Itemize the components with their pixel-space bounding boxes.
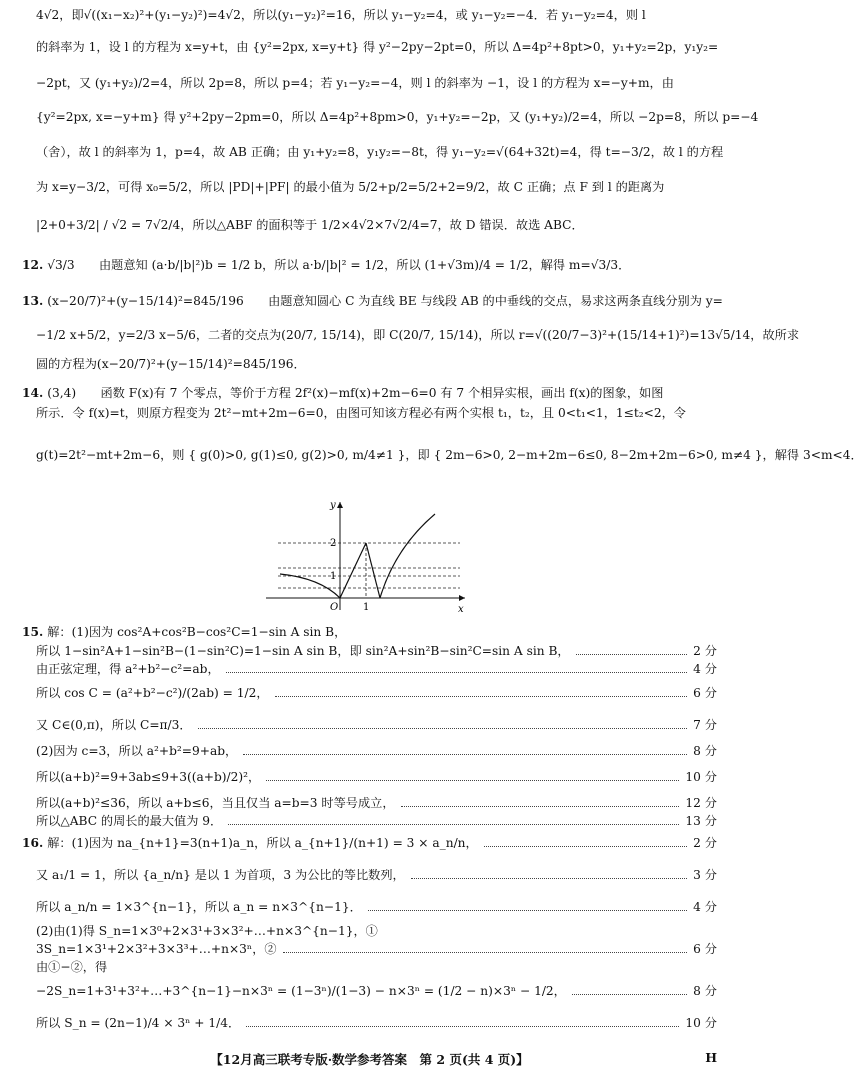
version-mark: H [705,1050,717,1065]
origin-label: O [330,602,339,613]
score: 6 分 [693,686,717,700]
p14-line: (3,4) 函数 F(x)有 7 个零点，等价于方程 2f²(x)−mf(x)+2m−6=0 有 7 个相异实根，画出 f(x)的图象，如图 [47,386,664,400]
p15-row [36,644,717,659]
p16-text: (2)由(1)得 S_n=1×3⁰+2×3¹+3×3²+…+n×3^{n−1}，① [36,924,378,938]
p13-line: 圆的方程为(x−20/7)²+(y−15/14)²=845/196． [36,357,306,371]
p16-text: 3S_n=1×3¹+2×3²+3×3³+…+n×3ⁿ，② [36,942,277,956]
p15-text: 所以△ABC 的周长的最大值为 9． [36,814,223,828]
p15-text: 由正弦定理，得 a²+b²−c²=ab， [36,662,220,676]
p16-row [36,924,717,939]
problem-number: 16. [22,836,44,850]
p15-text: 所以(a+b)²≤36，所以 a+b≤6，当且仅当 a=b=3 时等号成立， [36,796,395,810]
p15-text: 所以 cos C = (a²+b²−c²)/(2ab) = 1/2， [36,686,269,700]
p15-text: (2)因为 c=3，所以 a²+b²=9+ab， [36,744,238,758]
p11-line: （舍），故 l 的斜率为 1，p=4，故 AB 正确；由 y₁+y₂=8，y₁y₂=−8t，得 y₁−y₂=√(64+32t)=4，得 t=−3/2，故 l 的方程 [36,145,724,159]
p11-line: 为 x=y−3/2，可得 x₀=5/2，所以 |PD|+|PF| 的最小值为 5/2+p/2=5/2+2=9/2，故 C 正确；点 F 到 l 的距离为 [36,180,665,194]
p15-row [22,625,717,640]
p15-row [36,796,717,811]
score: 8 分 [693,744,717,758]
score: 4 分 [693,662,717,676]
p14-line: g(t)=2t²−mt+2m−6，则 { g(0)>0, g(1)≤0, g(2)>0, m/4≠1 }，即 { 2m−6>0, 2−m+2m−6≤0, 8−2m+2m−6>0, m≠4 }，解得 3<m<4． [36,448,863,462]
score: 10 分 [685,770,717,784]
p16-row [22,836,717,851]
problem-number: 14. [22,386,44,400]
problem-number: 12. [22,258,44,272]
p16-row [36,960,717,975]
p11-line: 4√2，即√((x₁−x₂)²+(y₁−y₂)²)=4√2，所以(y₁−y₂)²=16，所以 y₁−y₂=4，或 y₁−y₂=−4．若 y₁−y₂=4，则 l [36,8,646,22]
score: 12 分 [685,796,717,810]
problem-number: 15. [22,625,44,639]
p13 [22,294,723,309]
p16-row [36,900,717,915]
y-tick-label: 1 [330,571,337,582]
p16-text: 解：(1)因为 na_{n+1}=3(n+1)a_n，所以 a_{n+1}/(n+1) = 3 × a_n/n， [47,836,478,850]
problem-number: 13. [22,294,44,308]
score: 2 分 [693,836,717,850]
score: 2 分 [693,644,717,658]
x-tick-label: 1 [363,602,370,613]
x-axis-label: x [458,604,464,615]
score: 3 分 [693,868,717,882]
p16-row [36,984,717,999]
page-footer: 【12月高三联考专版·数学参考答案 第 2 页(共 4 页)】 [210,1052,529,1067]
score: 4 分 [693,900,717,914]
p15-text: 又 C∈(0,π)，所以 C=π/3． [36,718,192,732]
y-axis-label: y [330,500,336,511]
p12 [22,258,717,273]
p15-row [36,686,717,701]
p15-text: 所以 1−sin²A+1−sin²B−(1−sin²C)=1−sin A sin B，即 sin²A+sin²B−sin²C=sin A sin B， [36,644,570,658]
p16-text: −2S_n=1+3¹+3²+…+3^{n−1}−n×3ⁿ = (1−3ⁿ)/(1−3) − n×3ⁿ = (1/2 − n)×3ⁿ − 1/2， [36,984,566,998]
p16-row [36,942,717,957]
p16-text: 又 a₁/1 = 1，所以 {a_n/n} 是以 1 为首项，3 为公比的等比数列， [36,868,405,882]
p12-line: √3/3 由题意知 (a·b/|b|²)b = 1/2 b，所以 a·b/|b|² = 1/2，所以 (1+√3m)/4 = 1/2，解得 m=√3/3． [47,258,631,272]
p16-text: 由①−②，得 [36,960,108,974]
p13-line: (x−20/7)²+(y−15/14)²=845/196 由题意知圆心 C 为直线 BE 与线段 AB 的中垂线的交点，易求这两条直线分别为 y= [47,294,723,308]
p13-line: −1/2 x+5/2，y=2/3 x−5/6，二者的交点为(20/7, 15/14)，即 C(20/7, 15/14)，所以 r=√((20/7−3)²+(15/14+1)²)=13√5/14，故所求 [36,328,800,342]
p11-line: |2+0+3/2| / √2 = 7√2/4，所以△ABF 的面积等于 1/2×4√2×7√2/4=7，故 D 错误．故选 ABC． [36,218,584,232]
p15-row [36,744,717,759]
score: 6 分 [693,942,717,956]
score: 8 分 [693,984,717,998]
p15-text: 所以(a+b)²=9+3ab≤9+3((a+b)/2)²， [36,770,261,784]
score: 13 分 [685,814,717,828]
score: 10 分 [685,1016,717,1030]
p11-line: 的斜率为 1，设 l 的方程为 x=y+t，由 {y²=2px, x=y+t} 得 y²−2py−2pt=0，所以 Δ=4p²+8pt>0，y₁+y₂=2p，y₁y₂= [36,40,719,54]
score: 7 分 [693,718,717,732]
p15-row [36,814,717,829]
p15-row [36,718,717,733]
function-graph [260,498,470,616]
p14-line: 所示．令 f(x)=t，则原方程变为 2t²−mt+2m−6=0，由图可知该方程必有两个实根 t₁，t₂，且 0<t₁<1，1≤t₂<2，令 [36,406,686,420]
p11-line: −2pt，又 (y₁+y₂)/2=4，所以 2p=8，所以 p=4；若 y₁−y₂=−4，则 l 的斜率为 −1，设 l 的方程为 x=−y+m，由 [36,76,674,90]
p15-row [36,770,717,785]
p16-text: 所以 S_n = (2n−1)/4 × 3ⁿ + 1/4． [36,1016,241,1030]
p14 [22,386,717,401]
p11-line: {y²=2px, x=−y+m} 得 y²+2py−2pm=0，所以 Δ=4p²+8pm>0，y₁+y₂=−2p，又 (y₁+y₂)/2=4，所以 −2p=8，所以 p=−4 [36,110,759,124]
p16-text: 所以 a_n/n = 1×3^{n−1}，所以 a_n = n×3^{n−1}． [36,900,362,914]
p15-text: 解：(1)因为 cos²A+cos²B−cos²C=1−sin A sin B， [47,625,347,639]
p16-row [36,1016,717,1031]
p15-row [36,662,717,677]
y-tick-label: 2 [330,538,337,549]
p16-row [36,868,717,883]
